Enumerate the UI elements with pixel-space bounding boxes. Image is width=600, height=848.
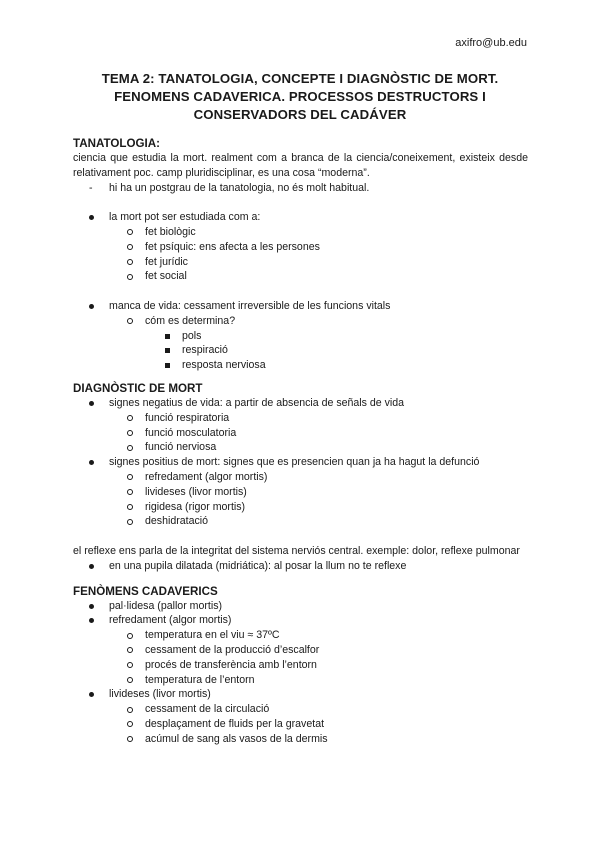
- tanatologia-definition: ciencia que estudia la mort. realment com a branca de la ciencia/coneixement, existeix desde relativament poc. camp pluridisciplinar, es una cosa “moderna”.: [73, 152, 528, 179]
- list-item-text: deshidratació: [145, 515, 209, 528]
- circle-bullet-icon: [127, 707, 133, 713]
- section-heading-diagnostic: DIAGNÒSTIC DE MORT: [73, 381, 203, 395]
- reflex-paragraph: el reflexe ens parla de la integritat del sistema nerviós central. exemple: dolor, reflexe pulmonar: [73, 544, 520, 557]
- list-item-text: acúmul de sang als vasos de la dermis: [145, 732, 328, 745]
- list-item: [73, 426, 528, 441]
- list-item-text: en una pupila dilatada (midriática): al posar la llum no te reflexe: [109, 559, 407, 572]
- list-item: [73, 687, 528, 702]
- bullet-icon: [89, 304, 94, 309]
- list-item: [73, 500, 528, 515]
- list-item: [73, 299, 528, 314]
- circle-bullet-icon: [127, 244, 133, 250]
- list-item: [73, 470, 528, 485]
- bullet-icon: [89, 215, 94, 220]
- list-item: [73, 485, 528, 500]
- list-item-text: cessament de la circulació: [145, 703, 270, 716]
- list-item-text: fet psíquic: ens afecta a les persones: [145, 240, 320, 253]
- list-item: [73, 613, 528, 628]
- author-email: axifro@ub.edu: [455, 37, 527, 49]
- list-item: [73, 255, 528, 270]
- list-item-text: la mort pot ser estudiada com a:: [109, 211, 261, 224]
- list-item-text: cessament de la producció d’escalfor: [145, 643, 320, 656]
- list-item: [73, 240, 528, 255]
- list-item-text: funció nerviosa: [145, 441, 217, 454]
- document-body: [73, 136, 528, 746]
- circle-bullet-icon: [127, 647, 133, 653]
- circle-bullet-icon: [127, 519, 133, 525]
- list-item-text: pols: [182, 329, 202, 342]
- circle-bullet-icon: [127, 229, 133, 235]
- list-item: [73, 411, 528, 426]
- list-item: [73, 702, 528, 717]
- list-item: [73, 343, 528, 358]
- list-item-text: funció mosculatoria: [145, 426, 237, 439]
- list-item: [73, 269, 528, 284]
- list-item: [73, 559, 528, 574]
- list-item-text: resposta nerviosa: [182, 359, 266, 372]
- list-item: [73, 717, 528, 732]
- list-item-text: cóm es determina?: [145, 314, 236, 327]
- list-item-text: procés de transferència amb l’entorn: [145, 658, 317, 671]
- circle-bullet-icon: [127, 662, 133, 668]
- bullet-icon: [89, 401, 94, 406]
- list-item: [73, 225, 528, 240]
- list-item-text: hi ha un postgrau de la tanatologia, no és molt habitual.: [109, 181, 370, 194]
- circle-bullet-icon: [127, 489, 133, 495]
- bullet-icon: [89, 460, 94, 465]
- circle-bullet-icon: [127, 430, 133, 436]
- circle-bullet-icon: [127, 721, 133, 727]
- list-item: [73, 643, 528, 658]
- list-item: [73, 455, 528, 470]
- bullet-icon: [89, 564, 94, 569]
- circle-bullet-icon: [127, 259, 133, 265]
- list-item-text: pal·lidesa (pallor mortis): [109, 599, 223, 612]
- circle-bullet-icon: [127, 415, 133, 421]
- list-item-text: signes positius de mort: signes que es presencien quan ja ha hagut la defunció: [109, 456, 480, 469]
- title-line-3: CONSERVADORS DEL CADÁVER: [193, 107, 407, 122]
- list-item: [73, 440, 528, 455]
- bullet-icon: [89, 604, 94, 609]
- list-item-text: temperatura en el viu ≈ 37ºC: [145, 629, 280, 642]
- list-item: [73, 396, 528, 411]
- circle-bullet-icon: [127, 633, 133, 639]
- circle-bullet-icon: [127, 318, 133, 324]
- list-item-text: temperatura de l’entorn: [145, 673, 255, 686]
- circle-bullet-icon: [127, 736, 133, 742]
- list-item-text: rigidesa (rigor mortis): [145, 500, 246, 513]
- list-item-text: livideses (livor mortis): [109, 688, 211, 701]
- list-item-text: refredament (algor mortis): [109, 614, 232, 627]
- circle-bullet-icon: [127, 474, 133, 480]
- square-bullet-icon: [165, 363, 170, 368]
- list-item: [73, 514, 528, 529]
- list-item: [73, 658, 528, 673]
- list-item: [73, 673, 528, 688]
- list-item: [73, 329, 528, 344]
- list-item: [73, 314, 528, 329]
- list-item-text: respiració: [182, 344, 228, 357]
- list-item-text: refredament (algor mortis): [145, 470, 268, 483]
- circle-bullet-icon: [127, 274, 133, 280]
- list-item-text: fet jurídic: [145, 255, 188, 268]
- list-item-text: fet biològic: [145, 225, 196, 238]
- list-item-text: manca de vida: cessament irreversible de les funcions vitals: [109, 299, 391, 312]
- list-item: [73, 181, 528, 196]
- title-line-1: TEMA 2: TANATOLOGIA, CONCEPTE I DIAGNÒSTIC DE MORT.: [101, 71, 499, 86]
- section-heading-fenomens: FENÒMENS CADAVERICS: [73, 584, 218, 598]
- dash-marker: -: [89, 181, 93, 194]
- document-title: [70, 70, 530, 124]
- list-item-text: signes negatius de vida: a partir de absencia de señals de vida: [109, 396, 405, 409]
- list-item-text: livideses (livor mortis): [145, 485, 247, 498]
- list-item: [73, 210, 528, 225]
- circle-bullet-icon: [127, 677, 133, 683]
- list-item-text: fet social: [145, 270, 187, 283]
- section-heading-tanatologia: TANATOLOGIA:: [73, 137, 160, 150]
- square-bullet-icon: [165, 348, 170, 353]
- circle-bullet-icon: [127, 445, 133, 451]
- bullet-icon: [89, 692, 94, 697]
- circle-bullet-icon: [127, 504, 133, 510]
- list-item: [73, 599, 528, 614]
- bullet-icon: [89, 618, 94, 623]
- list-item: [73, 732, 528, 747]
- list-item-text: desplaçament de fluids per la gravetat: [145, 717, 325, 730]
- list-item-text: funció respiratoria: [145, 411, 230, 424]
- list-item: [73, 358, 528, 373]
- title-line-2: FENOMENS CADAVERICA. PROCESSOS DESTRUCTORS I: [114, 89, 486, 104]
- square-bullet-icon: [165, 334, 170, 339]
- list-item: [73, 628, 528, 643]
